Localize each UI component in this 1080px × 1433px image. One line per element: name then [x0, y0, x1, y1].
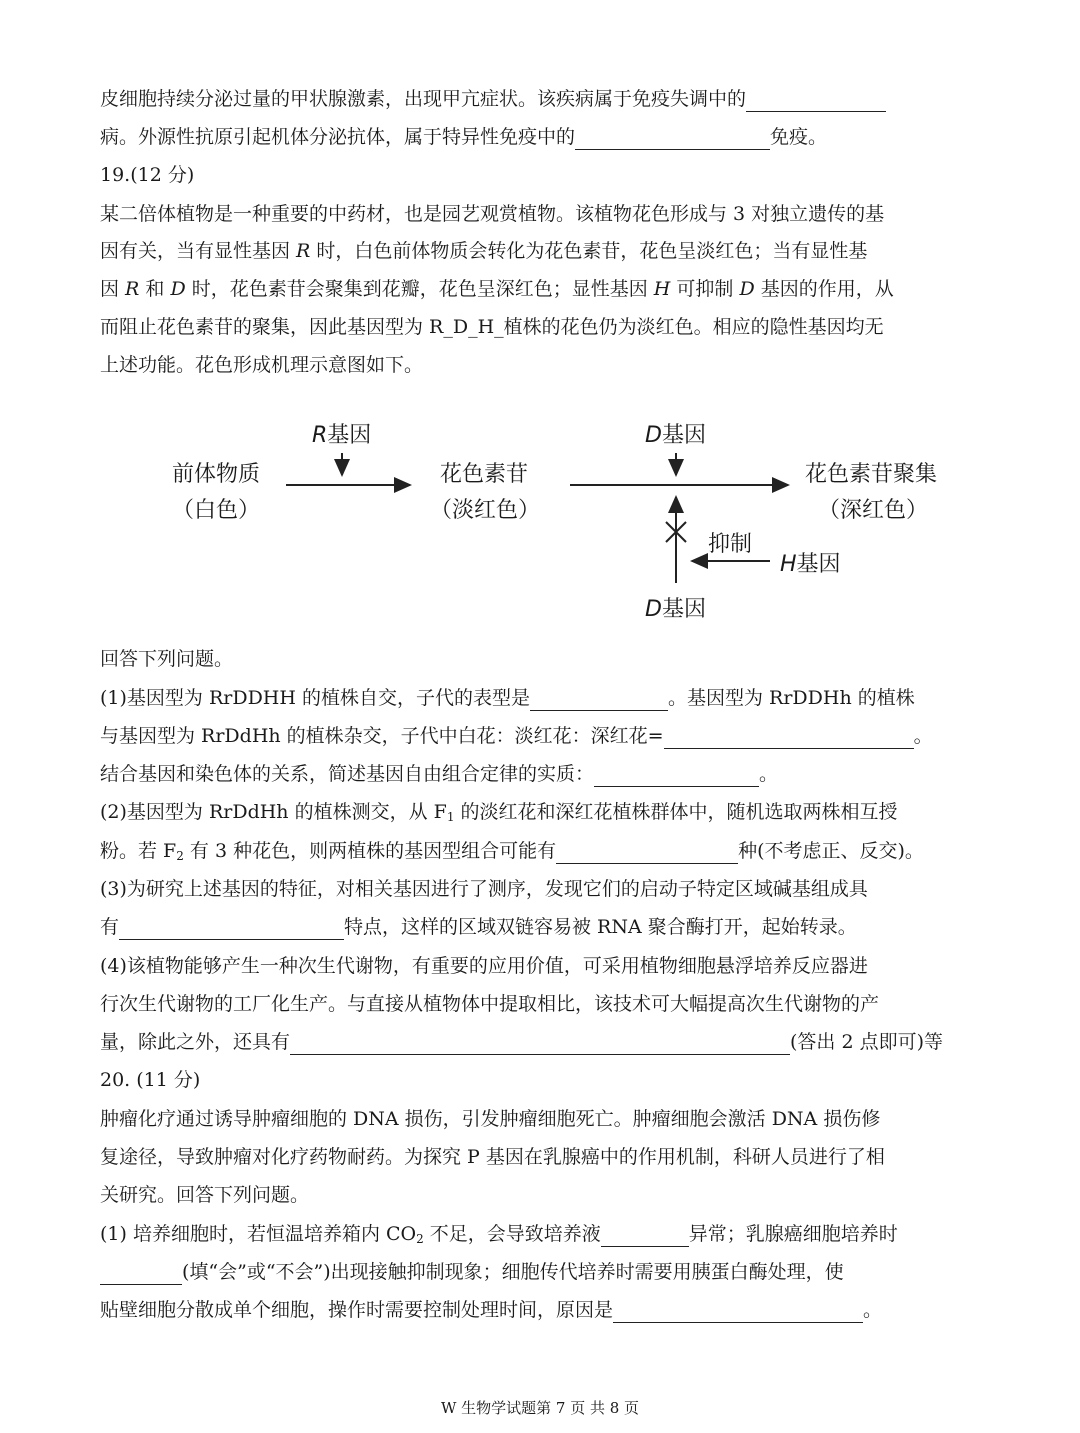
text-line: 肿瘤化疗通过诱导肿瘤细胞的 DNA 损伤，引发肿瘤细胞死亡。肿瘤细胞会激活 DNA 损伤修	[100, 1108, 881, 1130]
anthocyanin-color: （淡红色）	[430, 498, 541, 523]
text-line: 因 R 和 D 时，花色素苷会聚集到花瓣，花色呈深红色；显性基因 H 可抑制 D 基因的作用，从	[100, 278, 894, 300]
answer-blank	[556, 841, 738, 864]
precursor-color: （白色）	[172, 498, 261, 523]
h-gene-label: H基因	[780, 552, 841, 577]
text-line: 而阻止花色素苷的聚集，因此基因型为 R_D_H_植株的花色仍为淡红色。相应的隐性基因均无	[100, 316, 884, 338]
text-line: 关研究。回答下列问题。	[100, 1184, 310, 1206]
answer-blank	[290, 1032, 790, 1055]
q19-part3-line: 有 特点，这样的区域双链容易被 RNA 聚合酶打开，起始转录。	[100, 916, 857, 938]
answer-blank	[530, 688, 668, 711]
q19-part1-line: (1)基因型为 RrDDHH 的植株自交，子代的表型是 。基因型为 RrDDHh 的植株	[100, 687, 915, 709]
q19-part4-line: (4)该植物能够产生一种次生代谢物，有重要的应用价值，可采用植物细胞悬浮培养反应器进	[100, 955, 868, 977]
q19-part2-line: 粉。若 $F_2$ 有 3 种花色，则两植株的基因型组合可能有 种(不考虑正、反交)。	[100, 840, 924, 863]
d-gene-bottom-label: D基因	[645, 597, 706, 622]
d-gene-label: D基因	[645, 423, 706, 448]
inhibit-label: 抑制	[708, 532, 753, 557]
text-line: 某二倍体植物是一种重要的中药材，也是园艺观赏植物。该植物花色形成与 3 对独立遗传的基	[100, 203, 885, 225]
q20-part1-line: (填“会”或“不会”)出现接触抑制现象；细胞传代培养时需要用胰蛋白酶处理，使	[100, 1259, 844, 1285]
q20-part1-line: 贴壁细胞分散成单个细胞，操作时需要控制处理时间，原因是 。	[100, 1299, 883, 1321]
q19-part2-line: (2)基因型为 RrDdHh 的植株测交，从 $F_1$ 的淡红花和深红花植株群体中，随机选取两株相互授	[100, 801, 898, 824]
q19-part4-line: 行次生代谢物的工厂化生产。与直接从植物体中提取相比，该技术可大幅提高次生代谢物的产	[100, 993, 880, 1015]
answer-blank	[119, 917, 344, 940]
q20-part1-line: (1) 培养细胞时，若恒温培养箱内 $CO_2$ 不足，会导致培养液 异常；乳腺癌细胞培养时	[100, 1223, 898, 1246]
text-line: 因有关，当有显性基因 R 时，白色前体物质会转化为花色素苷，花色呈淡红色；当有显性基	[100, 240, 868, 262]
answer-blank	[613, 1300, 863, 1323]
precursor-label: 前体物质	[172, 462, 261, 487]
text-line: 复途径，导致肿瘤对化疗药物耐药。为探究 P 基因在乳腺癌中的作用机制，科研人员进行了相	[100, 1146, 885, 1168]
answer-blank	[594, 764, 759, 787]
page-footer: W 生物学试题第 7 页 共 8 页	[440, 1399, 640, 1417]
answer-blank	[100, 1262, 182, 1285]
answer-blank	[664, 726, 914, 749]
q19-part1-line: 与基因型为 RrDdHh 的植株杂交，子代中白花：淡红花：深红花= 。	[100, 725, 933, 747]
q19-part1-line: 结合基因和染色体的关系，简述基因自由组合定律的实质： 。	[100, 763, 779, 785]
answer-blank	[746, 89, 886, 112]
text-line: 回答下列问题。	[100, 648, 234, 670]
answer-blank	[575, 127, 770, 150]
q19-part3-line: (3)为研究上述基因的特征，对相关基因进行了测序，发现它们的启动子特定区域碱基组成具	[100, 878, 868, 900]
r-gene-label: R基因	[312, 423, 372, 448]
answer-blank	[601, 1224, 689, 1247]
aggregate-color: （深红色）	[818, 498, 929, 523]
q19-part4-line: 量，除此之外，还具有 (答出 2 点即可)等	[100, 1031, 944, 1053]
anthocyanin-label: 花色素苷	[440, 462, 529, 487]
question-19-header: 19.(12 分)	[100, 164, 195, 186]
text-line: 皮细胞持续分泌过量的甲状腺激素，出现甲亢症状。该疾病属于免疫失调中的	[100, 86, 886, 112]
question-20-header: 20. (11 分)	[100, 1069, 201, 1091]
flower-color-mechanism-diagram	[140, 405, 970, 630]
text-line: 病。外源性抗原引起机体分泌抗体，属于特异性免疫中的 免疫。	[100, 126, 828, 148]
aggregate-label: 花色素苷聚集	[805, 462, 938, 487]
text-line: 上述功能。花色形成机理示意图如下。	[100, 354, 424, 376]
